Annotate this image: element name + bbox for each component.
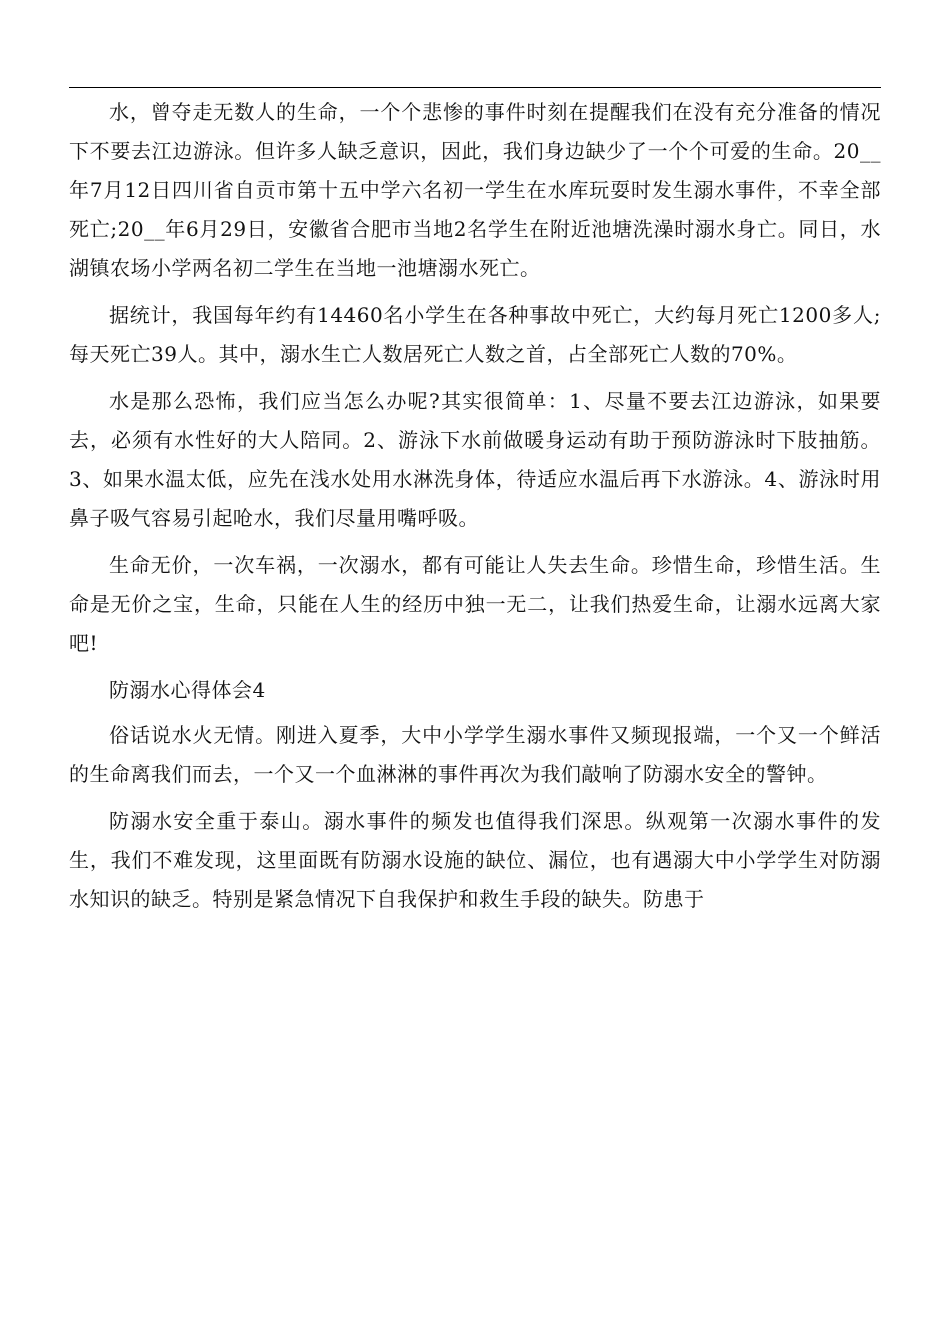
- document-body: [69, 93, 881, 927]
- paragraph-statistics: 据统计，我国每年约有14460名小学生在各种事故中死亡，大约每月死亡1200多人;每天死亡39人。其中，溺水生亡人数居死亡人数之首，占全部死亡人数的70%。: [69, 303, 881, 366]
- paragraph-summer-warning: 俗话说水火无情。刚进入夏季，大中小学学生溺水事件又频现报端，一个又一个鲜活的生命离我们而去，一个又一个血淋淋的事件再次为我们敲响了防溺水安全的警钟。: [69, 723, 881, 786]
- header-rule: [69, 87, 881, 88]
- paragraph-cherish-life: 生命无价，一次车祸，一次溺水，都有可能让人失去生命。珍惜生命，珍惜生活。生命是无价之宝，生命，只能在人生的经历中独一无二，让我们热爱生命，让溺水远离大家吧!: [69, 553, 881, 655]
- section-heading: 防溺水心得体会4: [109, 678, 266, 702]
- paragraph-safety-reflection: 防溺水安全重于泰山。溺水事件的频发也值得我们深思。纵观第一次溺水事件的发生，我们不难发现，这里面既有防溺水设施的缺位、漏位，也有遇溺大中小学学生对防溺水知识的缺乏。特别是紧急情况下自我保护和救生手段的缺失。防患于: [69, 809, 881, 911]
- paragraph-safety-tips: 水是那么恐怖，我们应当怎么办呢?其实很简单：1、尽量不要去江边游泳，如果要去，必须有水性好的大人陪同。2、游泳下水前做暖身运动有助于预防游泳时下肢抽筋。3、如果水温太低，应先在浅水处用水淋洗身体，待适应水温后再下水游泳。4、游泳时用鼻子吸气容易引起呛水，我们尽量用嘴呼吸。: [69, 389, 881, 530]
- paragraph-drowning-cases: 水，曾夺走无数人的生命，一个个悲惨的事件时刻在提醒我们在没有充分准备的情况下不要去江边游泳。但许多人缺乏意识，因此，我们身边缺少了一个个可爱的生命。20__年7月12日四川省自贡市第十五中学六名初一学生在水库玩耍时发生溺水事件，不幸全部死亡;20__年6月29日，安徽省合肥市当地2名学生在附近池塘洗澡时溺水身亡。同日，水湖镇农场小学两名初二学生在当地一池塘溺水死亡。: [69, 100, 881, 280]
